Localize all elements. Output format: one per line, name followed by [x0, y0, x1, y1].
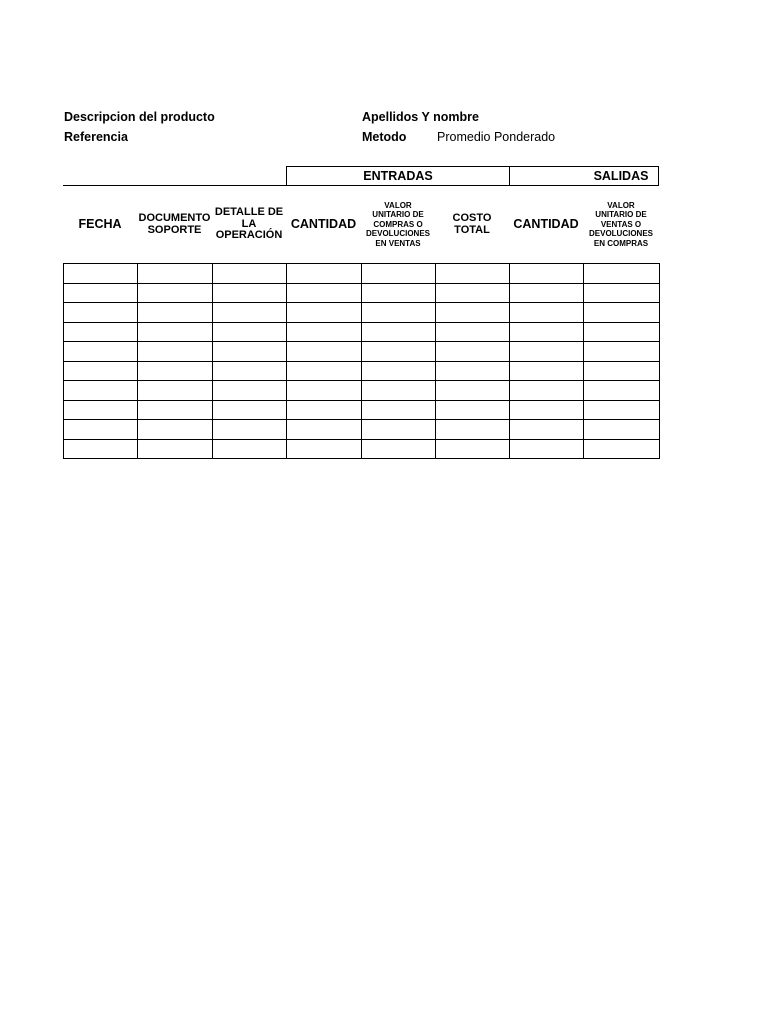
table-cell[interactable]	[510, 322, 584, 342]
table-row	[64, 400, 660, 420]
table-cell[interactable]	[213, 420, 287, 440]
table-row	[64, 303, 660, 323]
table-row	[64, 322, 660, 342]
table-cell[interactable]	[138, 342, 213, 362]
table-cell[interactable]	[362, 264, 436, 284]
col-header-documento-soporte: DOCUMENTO SOPORTE	[138, 211, 211, 236]
table-cell[interactable]	[287, 264, 362, 284]
method-value: Promedio Ponderado	[437, 130, 556, 144]
table-cell[interactable]	[64, 322, 138, 342]
table-cell[interactable]	[436, 342, 510, 362]
table-cell[interactable]	[584, 400, 660, 420]
table-cell[interactable]	[510, 361, 584, 381]
table-cell[interactable]	[436, 322, 510, 342]
col-header-cantidad-entradas: CANTIDAD	[290, 216, 357, 231]
table-cell[interactable]	[362, 420, 436, 440]
table-cell[interactable]	[138, 322, 213, 342]
table-cell[interactable]	[138, 420, 213, 440]
table-cell[interactable]	[287, 303, 362, 323]
table-cell[interactable]	[138, 400, 213, 420]
table-row	[64, 342, 660, 362]
table-cell[interactable]	[510, 420, 584, 440]
table-cell[interactable]	[287, 342, 362, 362]
table-cell[interactable]	[436, 283, 510, 303]
table-cell[interactable]	[362, 361, 436, 381]
table-row	[64, 381, 660, 401]
table-cell[interactable]	[287, 400, 362, 420]
table-cell[interactable]	[213, 361, 287, 381]
table-cell[interactable]	[362, 439, 436, 459]
table-cell[interactable]	[64, 381, 138, 401]
table-cell[interactable]	[584, 439, 660, 459]
table-cell[interactable]	[64, 400, 138, 420]
table-cell[interactable]	[287, 439, 362, 459]
table-cell[interactable]	[213, 439, 287, 459]
table-cell[interactable]	[362, 283, 436, 303]
table-cell[interactable]	[138, 439, 213, 459]
table-cell[interactable]	[510, 303, 584, 323]
table-row	[64, 420, 660, 440]
table-cell[interactable]	[213, 283, 287, 303]
table-cell[interactable]	[584, 342, 660, 362]
col-header-valor-unitario-ventas: VALOR UNITARIO DE VENTAS O DEVOLUCIONES EN COMPRAS	[589, 200, 654, 248]
table-cell[interactable]	[362, 322, 436, 342]
table-cell[interactable]	[138, 264, 213, 284]
group-header-top-border	[286, 166, 659, 167]
col-header-costo-total: COSTO TOTAL	[452, 211, 492, 236]
table-cell[interactable]	[584, 283, 660, 303]
table-cell[interactable]	[436, 361, 510, 381]
table-cell[interactable]	[138, 283, 213, 303]
col-header-fecha: FECHA	[78, 216, 122, 231]
salidas-group-label: SALIDAS	[593, 169, 649, 183]
table-cell[interactable]	[436, 303, 510, 323]
table-cell[interactable]	[213, 264, 287, 284]
product-description-label: Descripcion del producto	[64, 110, 215, 124]
entradas-group-label: ENTRADAS	[363, 169, 433, 183]
table-row	[64, 439, 660, 459]
table-cell[interactable]	[362, 400, 436, 420]
table-cell[interactable]	[64, 264, 138, 284]
table-cell[interactable]	[64, 303, 138, 323]
group-divider-middle	[509, 166, 510, 186]
table-cell[interactable]	[584, 420, 660, 440]
table-cell[interactable]	[584, 322, 660, 342]
table-cell[interactable]	[510, 283, 584, 303]
table-cell[interactable]	[436, 381, 510, 401]
table-cell[interactable]	[64, 420, 138, 440]
col-header-valor-unitario-compras: VALOR UNITARIO DE COMPRAS O DEVOLUCIONES EN VENTAS	[366, 200, 431, 248]
table-row	[64, 264, 660, 284]
table-cell[interactable]	[510, 342, 584, 362]
table-cell[interactable]	[287, 381, 362, 401]
table-cell[interactable]	[64, 283, 138, 303]
table-row	[64, 283, 660, 303]
table-cell[interactable]	[287, 283, 362, 303]
table-cell[interactable]	[584, 381, 660, 401]
table-cell[interactable]	[287, 361, 362, 381]
table-cell[interactable]	[213, 400, 287, 420]
table-cell[interactable]	[510, 439, 584, 459]
col-header-cantidad-salidas: CANTIDAD	[513, 216, 579, 231]
table-cell[interactable]	[436, 439, 510, 459]
table-cell[interactable]	[138, 381, 213, 401]
table-cell[interactable]	[362, 303, 436, 323]
table-cell[interactable]	[213, 381, 287, 401]
table-cell[interactable]	[362, 381, 436, 401]
table-cell[interactable]	[362, 342, 436, 362]
table-cell[interactable]	[213, 322, 287, 342]
table-cell[interactable]	[138, 361, 213, 381]
inventory-table	[63, 263, 660, 459]
table-cell[interactable]	[436, 400, 510, 420]
reference-label: Referencia	[64, 130, 128, 144]
col-header-detalle-operacion: DETALLE DE LA OPERACIÓN	[214, 206, 284, 242]
table-cell[interactable]	[436, 264, 510, 284]
table-cell[interactable]	[287, 420, 362, 440]
table-cell[interactable]	[584, 303, 660, 323]
table-cell[interactable]	[510, 400, 584, 420]
table-cell[interactable]	[436, 420, 510, 440]
method-label: Metodo	[362, 130, 407, 144]
table-cell[interactable]	[584, 264, 660, 284]
table-cell[interactable]	[510, 264, 584, 284]
name-label: Apellidos Y nombre	[362, 110, 479, 124]
table-cell[interactable]	[287, 322, 362, 342]
table-cell[interactable]	[510, 381, 584, 401]
table-cell[interactable]	[64, 439, 138, 459]
table-cell[interactable]	[213, 342, 287, 362]
table-cell[interactable]	[64, 361, 138, 381]
table-row	[64, 361, 660, 381]
table-cell[interactable]	[138, 303, 213, 323]
table-cell[interactable]	[64, 342, 138, 362]
table-cell[interactable]	[584, 361, 660, 381]
table-cell[interactable]	[213, 303, 287, 323]
